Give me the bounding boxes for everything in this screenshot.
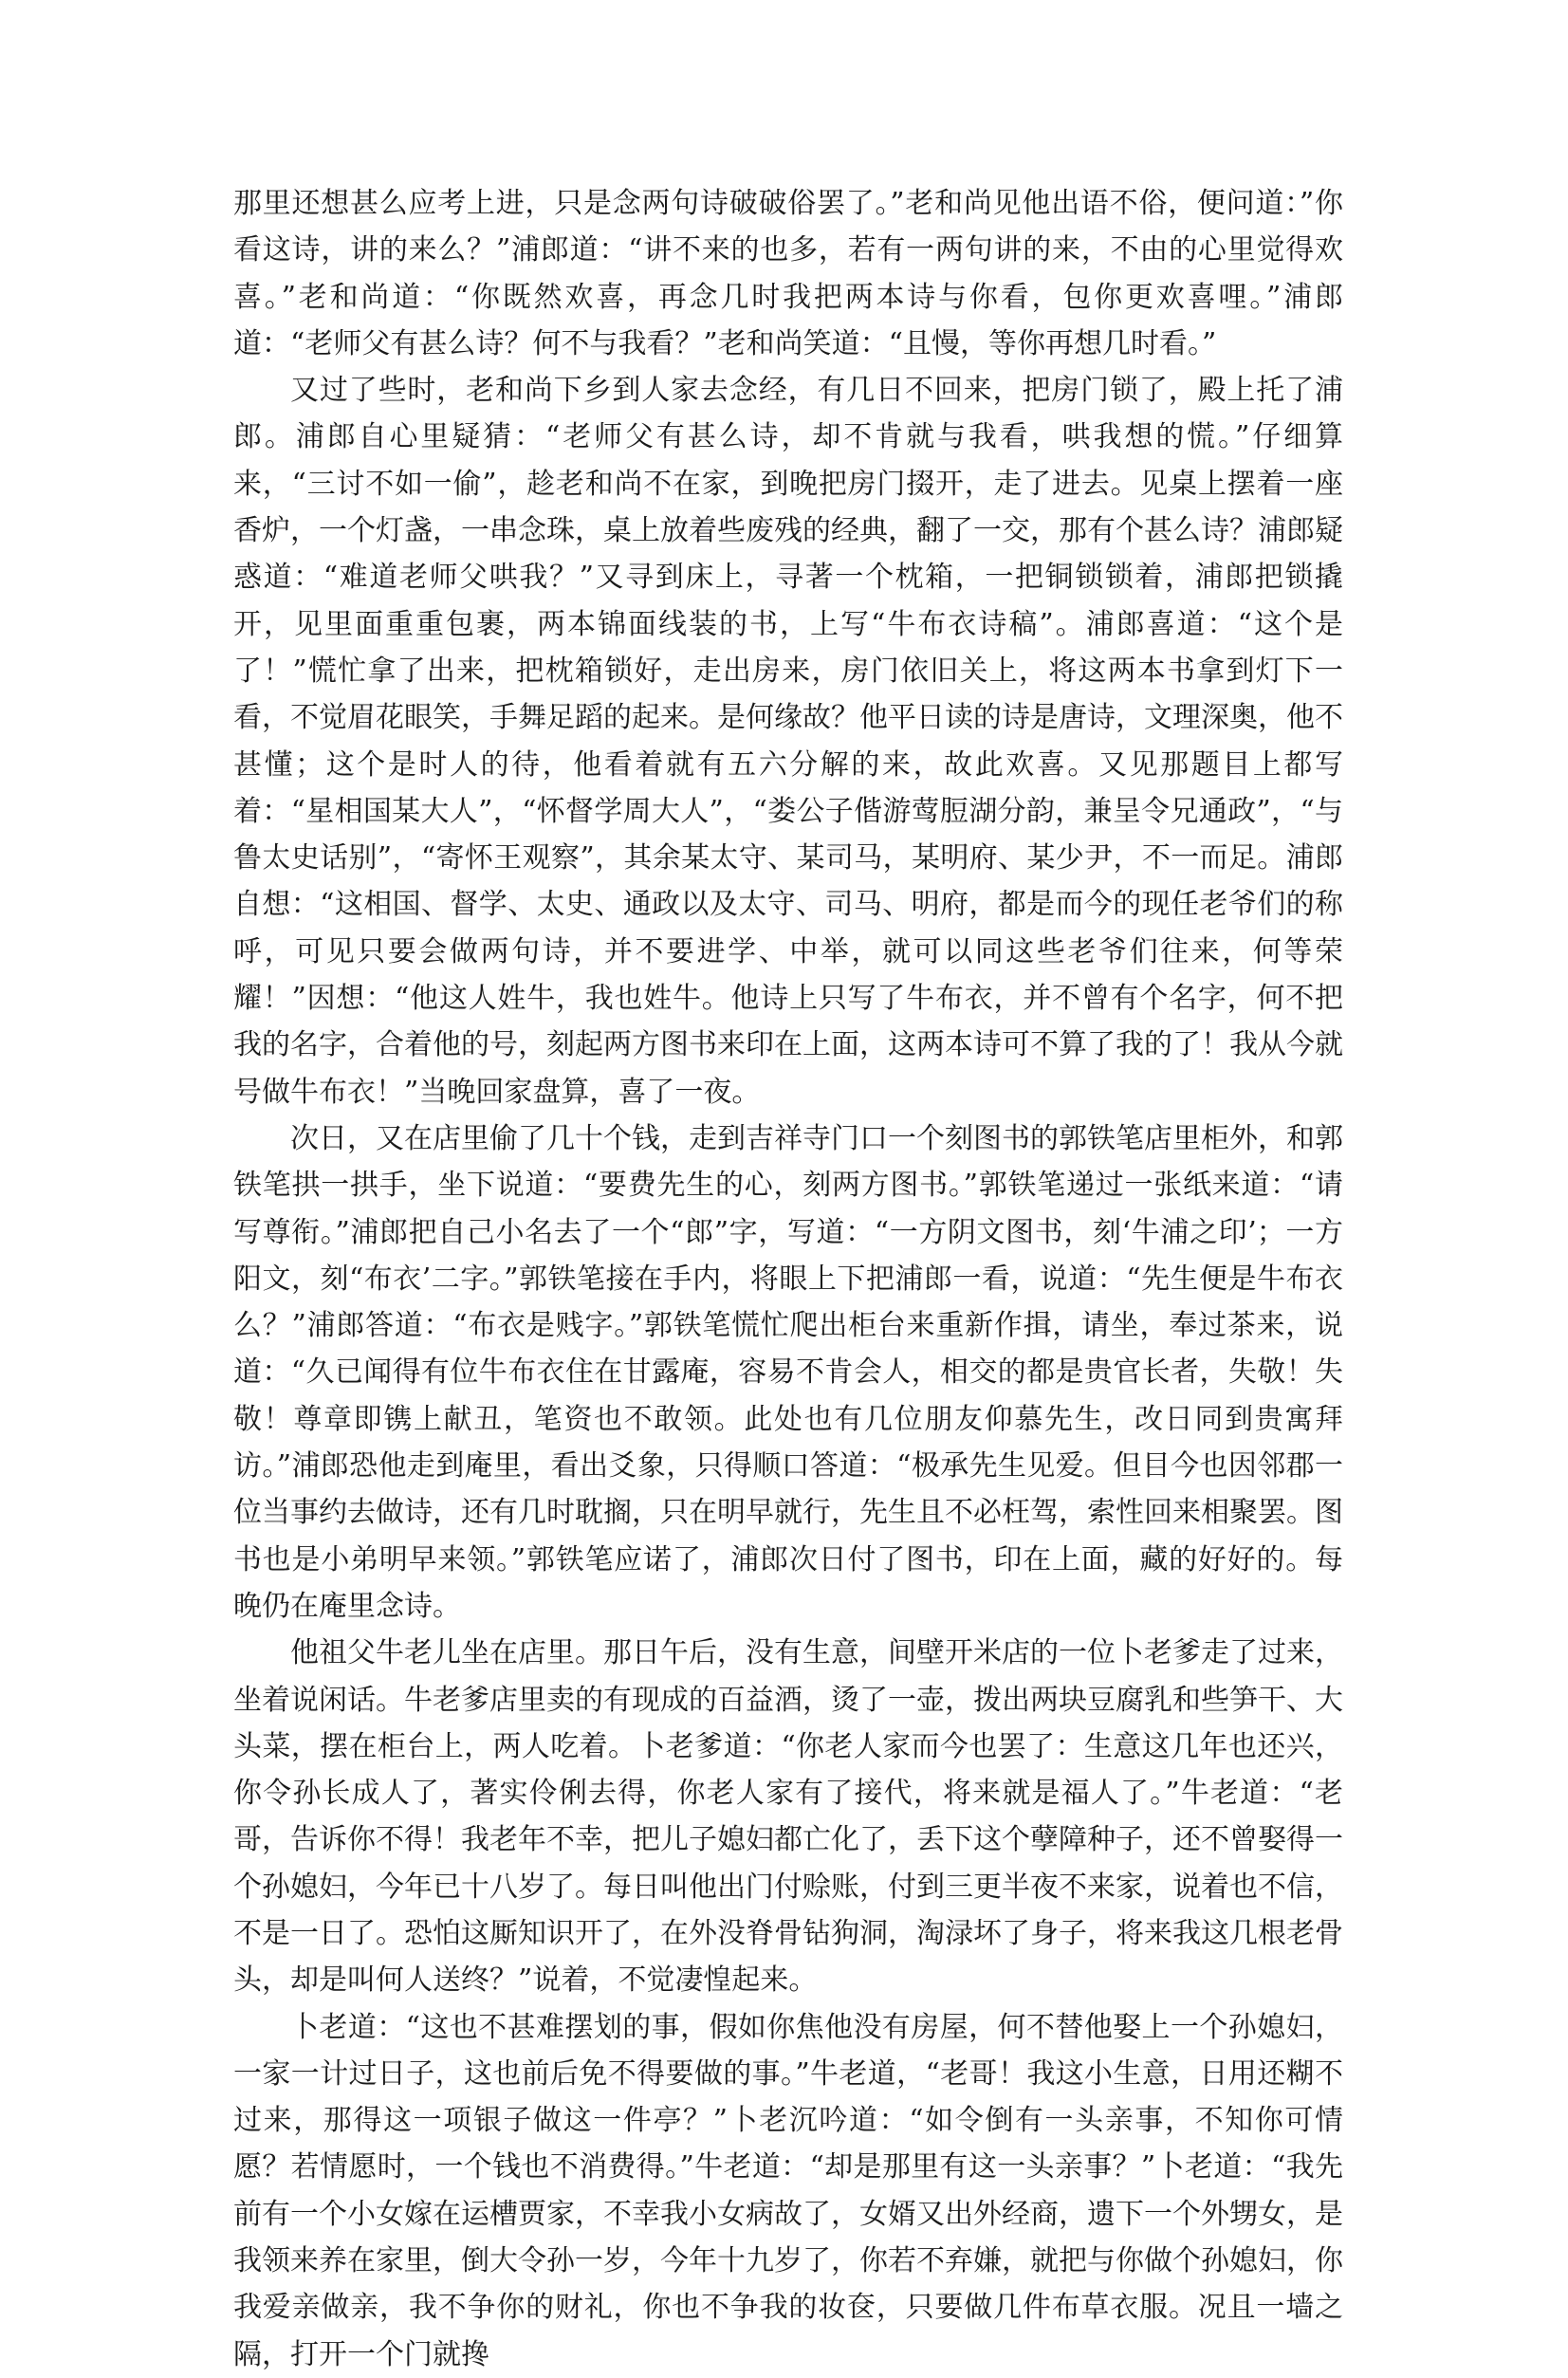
paragraph-1: 那里还想甚么应考上进，只是念两句诗破破俗罢了。”老和尚见他出语不俗，便问道：”你看这诗，讲的来么？”浦郎道：“讲不来的也多，若有一两句讲的来，不由的心里觉得欢喜。”老和尚道：“你既然欢喜，再念几时我把两本诗与你看，包你更欢喜哩。”浦郎道：“老师父有甚么诗？何不与我看？”老和尚笑道：“且慢，等你再想几时看。” [233,187,1343,360]
paragraph-5: 卜老道：“这也不甚难摆划的事，假如你焦他没有房屋，何不替他娶上一个孙媳妇，一家一计过日子，这也前后免不得要做的事。”牛老道，“老哥！我这小生意，日用还糊不过来，那得这一项银子做这一件亭？”卜老沉吟道：“如令倒有一头亲事，不知你可情愿？若情愿时，一个钱也不消费得。”牛老道：“却是那里有这一头亲事？”卜老道：“我先前有一个小女嫁在运槽贾家，不幸我小女病故了，女婿又出外经商，遗下一个外甥女，是我领来养在家里，倒大令孙一岁，今年十九岁了，你若不弃嫌，就把与你做个孙媳妇，你我爱亲做亲，我不争你的财礼，你也不争我的妆奁，只要做几件布草衣服。况且一墙之隔，打开一个门就搀 [233,2010,1343,2371]
paragraph-2: 又过了些时，老和尚下乡到人家去念经，有几日不回来，把房门锁了，殿上托了浦郎。浦郎自心里疑猜：“老师父有甚么诗，却不肯就与我看，哄我想的慌。”仔细算来，“三讨不如一偷”，趁老和尚不在家，到晚把房门掇开，走了进去。见桌上摆着一座香炉，一个灯盏，一串念珠，桌上放着些废残的经典，翻了一交，那有个甚么诗？浦郎疑惑道：“难道老师父哄我？”又寻到床上，寻著一个枕箱，一把铜锁锁着，浦郎把锁撬开，见里面重重包裹，两本锦面线装的书，上写“牛布衣诗稿”。浦郎喜道：“这个是了！”慌忙拿了出来，把枕箱锁好，走出房来，房门依旧关上，将这两本书拿到灯下一看，不觉眉花眼笑，手舞足蹈的起来。是何缘故？他平日读的诗是唐诗，文理深奥，他不甚懂；这个是时人的待，他看着就有五六分解的来，故此欢喜。又见那题目上都写着：“星相国某大人”，“怀督学周大人”，“娄公子偕游莺脰湖分韵，兼呈令兄通政”，“与鲁太史话别”，“寄怀王观察”，其余某太守、某司马，某明府、某少尹，不一而足。浦郎自想：“这相国、督学、太史、通政以及太守、司马、明府，都是而今的现任老爷们的称呼，可见只要会做两句诗，并不要进学、中举，就可以同这些老爷们往来，何等荣耀！”因想：“他这人姓牛，我也姓牛。他诗上只写了牛布衣，并不曾有个名字，何不把我的名字，合着他的号，刻起两方图书来印在上面，这两本诗可不算了我的了！我从今就号做牛布衣！”当晚回家盘算，喜了一夜。 [233,374,1343,1109]
paragraph-3: 次日，又在店里偷了几十个钱，走到吉祥寺门口一个刻图书的郭铁笔店里柜外，和郭铁笔拱一拱手，坐下说道：“要费先生的心，刻两方图书。”郭铁笔递过一张纸来道：“请写尊衔。”浦郎把自己小名去了一个“郎”字，写道：“一方阴文图书，刻‘牛浦之印’；一方阳文，刻“布衣’二字。”郭铁笔接在手内，将眼上下把浦郎一看，说道：“先生便是牛布衣么？”浦郎答道：“布衣是贱字。”郭铁笔慌忙爬出柜台来重新作揖，请坐，奉过茶来，说道：“久已闻得有位牛布衣住在甘露庵，容易不肯会人，相交的都是贵官长者，失敬！失敬！尊章即镌上献丑，笔资也不敢领。此处也有几位朋友仰慕先生，改日同到贵寓拜访。”浦郎恐他走到庵里，看出爻象，只得顺口答道：“极承先生见爱。但目今也因邻郡一位当事约去做诗，还有几时耽搁，只在明早就行，先生且不必枉驾，索性回来相聚罢。图书也是小弟明早来领。”郭铁笔应诺了，浦郎次日付了图书，印在上面，藏的好好的。每晚仍在庵里念诗。 [233,1121,1343,1623]
paragraph-4: 他祖父牛老儿坐在店里。那日午后，没有生意，间壁开米店的一位卜老爹走了过来，坐着说闲话。牛老爹店里卖的有现成的百益酒，烫了一壶，拨出两块豆腐乳和些笋干、大头菜，摆在柜台上，两人吃着。卜老爹道：“你老人家而今也罢了：生意这几年也还兴，你令孙长成人了，著实伶俐去得，你老人家有了接代，将来就是福人了。”牛老道：“老哥，告诉你不得！我老年不幸，把儿子媳妇都亡化了，丢下这个孽障种子，还不曾娶得一个孙媳妇，今年已十八岁了。每日叫他出门付赊账，付到三更半夜不来家，说着也不信，不是一日了。恐怕这厮知识开了，在外没脊骨钻狗洞，淘渌坏了身子，将来我这几根老骨头，却是叫何人送终？”说着，不觉凄惶起来。 [233,1636,1343,1998]
body-text [233,180,1343,2378]
